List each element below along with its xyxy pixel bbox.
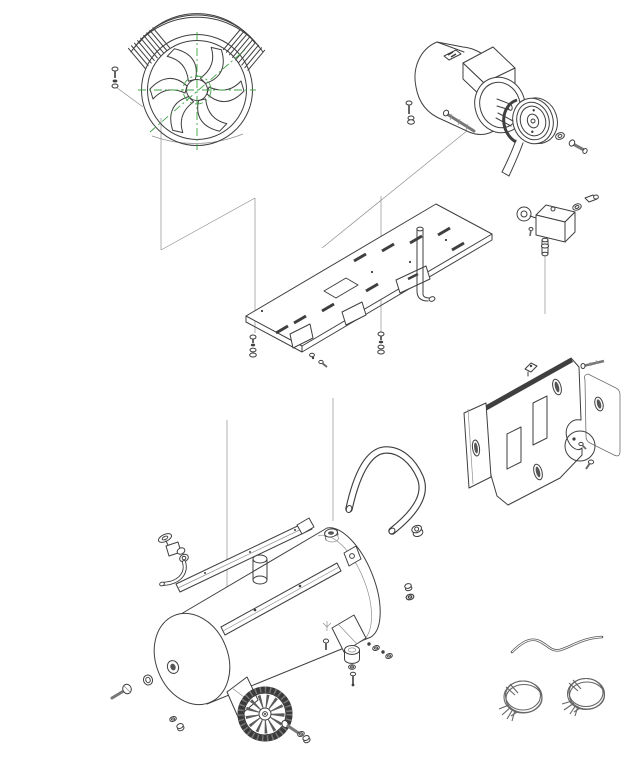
switch-nipple-14 — [541, 238, 548, 256]
base-plate — [246, 204, 492, 346]
carry-handle — [345, 450, 422, 535]
switch-body-9 — [536, 205, 575, 242]
cables — [499, 637, 605, 721]
hose-coil-left-46 — [499, 681, 542, 721]
washer-3 — [555, 131, 566, 140]
fastener-stack-right — [378, 332, 385, 354]
cable-45 — [512, 637, 602, 652]
drain-valve-35 — [157, 532, 186, 556]
guard-rear-panel — [584, 374, 620, 456]
base-plate-assembly — [246, 204, 492, 367]
screw-39 — [586, 460, 594, 469]
screw-30 — [350, 672, 355, 686]
pump-assembly — [112, 14, 265, 150]
switch-fittings-10-11 — [572, 195, 599, 211]
fasteners-20-21 — [169, 716, 185, 732]
rubber-foot-31 — [345, 646, 360, 687]
switch-knob-12 — [517, 207, 536, 221]
drain-plug-32 — [112, 683, 133, 698]
pin-38 — [581, 360, 604, 369]
nut-33 — [142, 674, 154, 686]
tank-assembly — [112, 450, 424, 744]
fasteners-28-29-27 — [367, 642, 393, 659]
clip-37 — [525, 363, 537, 376]
screw-7-washer-16 — [406, 101, 414, 124]
fasteners-17-16 — [404, 583, 414, 601]
screw-15-washers-16 — [112, 67, 118, 88]
cylinder-fins-right — [223, 30, 264, 70]
motor-assembly — [406, 42, 588, 176]
fastener-stack-left — [250, 335, 257, 357]
switch-screw-13 — [529, 228, 533, 237]
guard-front-panel — [473, 358, 582, 505]
screws-16-8 — [310, 353, 327, 367]
hose-coil-right-46 — [562, 679, 605, 717]
nut-19 — [411, 524, 424, 538]
pressure-switch-assembly — [517, 195, 598, 256]
wheel — [241, 690, 290, 739]
belt-guard-assembly — [464, 358, 620, 505]
bolt-4-5 — [568, 139, 588, 154]
guard-back-panel-43 — [464, 403, 491, 488]
